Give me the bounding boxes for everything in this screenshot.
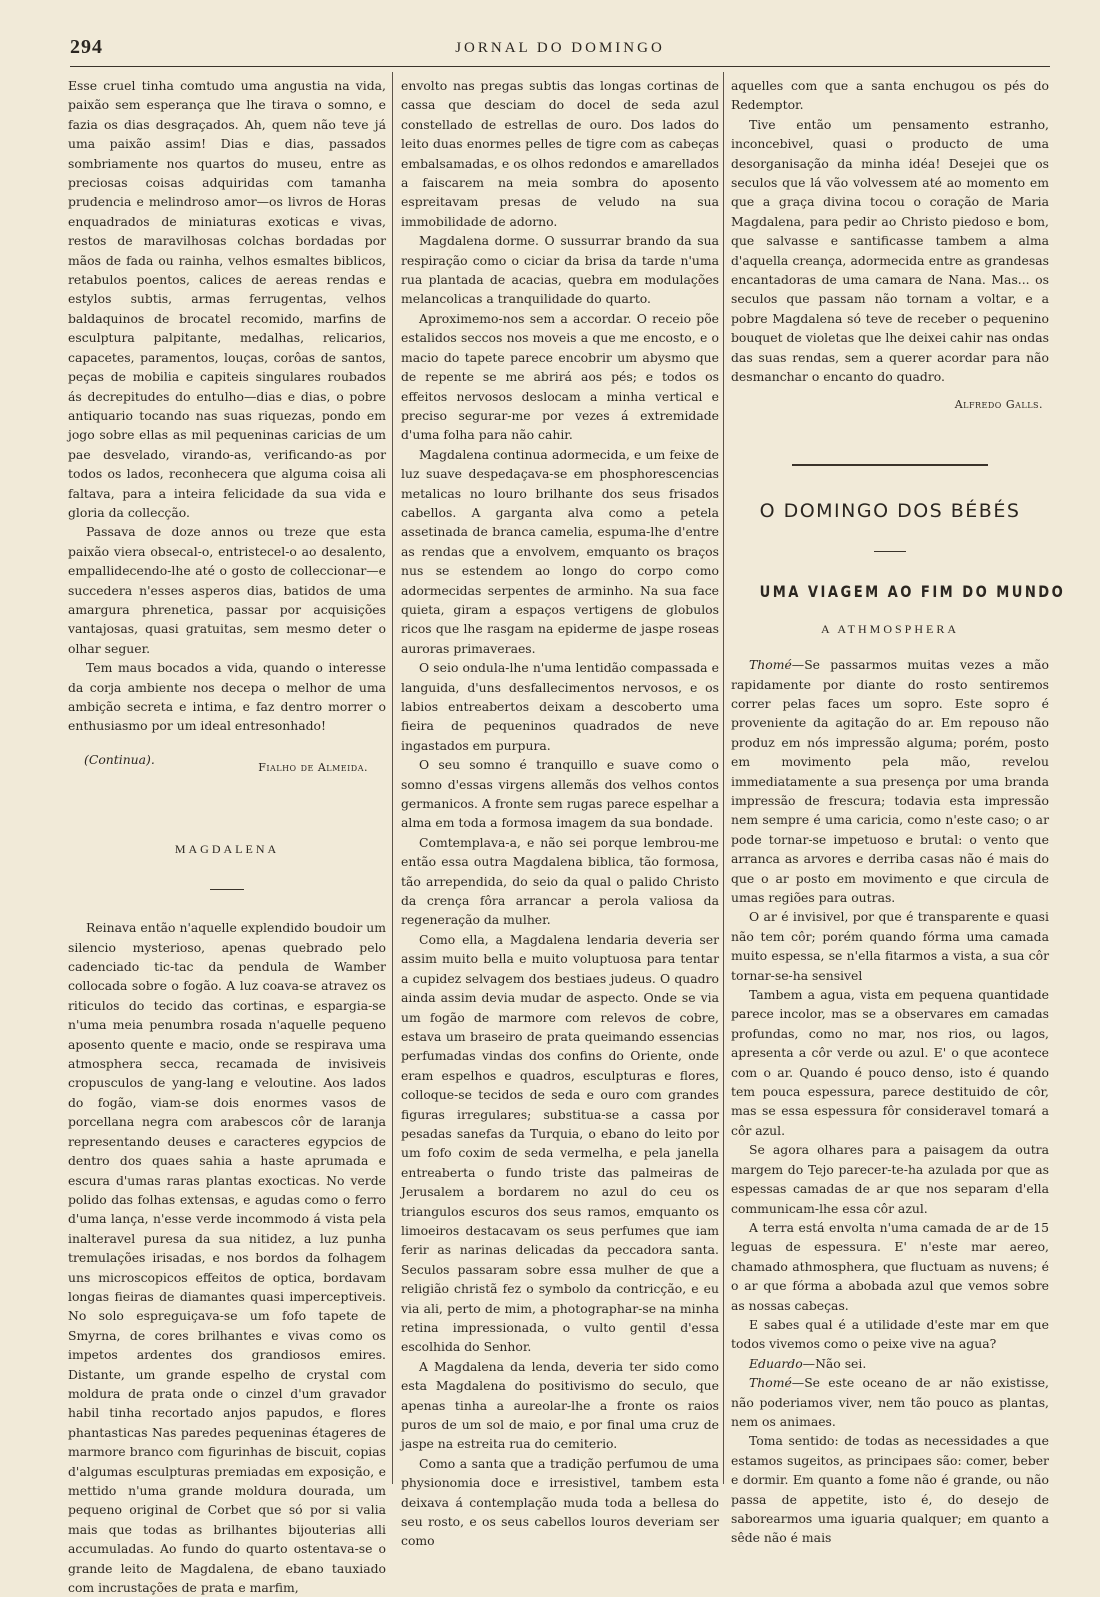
story-subtitle: A ATHMOSPHERA <box>820 621 960 636</box>
dialogue-line <box>731 1373 1049 1431</box>
dialogue-text: Se agora olhares para a paisagem da outra margem do Tejo parecer-te-ha azulada por que as espessas camadas de ar que nos separam d'ella communicam-lhe essa côr azul. <box>731 1142 1049 1216</box>
signature: Fialho de Almeida. <box>258 760 368 774</box>
page-header <box>70 36 1050 66</box>
divider-rule <box>792 464 988 466</box>
dialogue-line <box>731 1354 1049 1373</box>
paragraph: O seu somno é tranquillo e suave como o somno d'essas virgens allemãs dos velhos contos germanicos. A fronte sem rugas parece espelhar a alma em toda a formosa imagem da sua bondade. <box>401 757 719 831</box>
continuation-row <box>68 750 386 790</box>
paragraph: Reinava então n'aquelle explendido boudoir um silencio mysterioso, apenas quebrado pelo cadenciado tic-tac da pendula de Wamber collocada sobre o fogão. A luz coava-se atravez os riticulos do tecido das cortinas, e espargia-se n'uma meia penumbra rosada n'aquelle pequeno aposento quente e macio, onde se respirava uma atmosphera secca, recamada de invisiveis cropusculos de yang-lang e veloutine. Aos lados do fogão, viam-se dois enormes vasos de porcellana negra com arabescos côr de laranja representando deuses e caracteres egypcios de dentro dos quaes sahia a haste aprumada e escura d'umas raras plantas exocticas. No verde polido das folhas extensas, e agudas como o ferro d'uma lança, n'esse verde incommodo á vista pela inalteravel puresa da sua nitidez, a luz punha tremulações irisadas, e nos bordos da folhagem uns microscopicos effeitos de optica, bordavam longas fieiras de diamantes quasi imperceptiveis. No solo espreguiçava-se um fofo tapete de Smyrna, de cores brilhantes e vivas como os impetos ardentes dos grandiosos emires. Distante, um grande espelho de crystal com moldura de prata onde o cinzel d'um gravador habil tinha recortado anjos papudos, e flores phantasticas Nas paredes pequeninas étageres de marmore branco com figurinhas de biscuit, copias d'algumas esculpturas premiadas em exposição, e mettido n'uma grande moldura dourada, um pequeno original de Corbet que só por si valia mais que todas as brilhantes bijouterias alli accumuladas. Ao fundo do quarto ostentava-se o grande leito de Magdalena, de ebano tauxiado com incrustações de prata e marfim, <box>68 920 386 1596</box>
paragraph: Aproximemo-nos sem a accordar. O receio põe estalidos seccos nos moveis a que me encosto, e o macio do tapete parece encobrir um abysmo que de repente se me abrirá aos pés; e todos os effeitos nervosos deslocam a minha vertical e preciso segurar-me por vezes á extremidade d'uma folha para não cahir. <box>401 310 719 443</box>
dialogue-line <box>731 1140 1049 1218</box>
continua-note: (Continua). <box>84 751 155 767</box>
story-title: UMA VIAGEM AO FIM DO MUNDO <box>759 582 1066 602</box>
paragraph: Magdalena continua adormecida, e um feixe de luz suave despedaçava-se em phosphorescencias metalicas no louro brilhante dos seus frisados cabellos. A garganta alva como a petela assetinada de branca camelia, espuma-lhe d'entre as rendas que a envolvem, emquanto os braços nus se estendem ao longo do corpo como adormecidas serpentes de arminho. Na sua face quieta, giram a espaços vertigens de globulos ricos que lhe rasgam na epiderme de jaspe roseas auroras primaveraes. <box>401 446 719 656</box>
paragraph: aquelles com que a santa enchugou os pés do Redemptor. <box>731 78 1049 113</box>
dialogue-text: O ar é invisivel, por que é transparente e quasi não tem côr; porém quando fórma uma camada muito espessa, se n'ella fitarmos a vista, a sua côr tornar-se-ha sensivel <box>731 909 1049 983</box>
dialogue-text: Toma sentido: de todas as necessidades a que estamos sugeitos, as principaes são: comer, beber e dormir. Em quanto a fome não é grande, ou não passa de appetite, isto é, do desejo de saborearmos uma iguaria qualquer; em quanto a sêde não é mais <box>731 1433 1049 1546</box>
dialogue-text: A terra está envolta n'uma camada de ar de 15 leguas de espessura. E' n'este mar aereo, chamado athmosphera, que fluctuam as nuvens; é o ar que fórma a abobada azul que vemos sobre as nossas cabeças. <box>731 1219 1049 1313</box>
column-1 <box>68 76 386 1597</box>
header-rule <box>70 66 1050 67</box>
dialogue-text: —Se este oceano de ar não existisse, não poderiamos viver, nem tão pouco as plantas, nem os animaes. <box>731 1375 1049 1429</box>
paragraph: Como a santa que a tradição perfumou de uma physionomia doce e irresistivel, tambem esta deixava á contemplação muda toda a bellesa do seu rosto, e os seus cabellos louros deveriam ser como <box>401 1455 719 1549</box>
section-title: MAGDALENA <box>174 841 280 856</box>
dialogue-line <box>731 1218 1049 1315</box>
paragraph: O seio ondula-lhe n'uma lentidão compassada e languida, d'uns desfallecimentos nervosos, e os labios entreabertos deixam a descoberto uma fieira de pequeninos quadrados de neve ingastados em purpura. <box>401 660 719 753</box>
dialogue-line <box>731 907 1049 985</box>
dialogue-line <box>731 655 1049 907</box>
page-number: 294 <box>70 36 103 58</box>
paragraph: Como ella, a Magdalena lendaria deveria ser assim muito bella e muito voluptuosa para tentar a cupidez selvagem dos bestiaes judeus. O quadro ainda assim devia mudar de aspecto. Onde se via um fogão de marmore com relevos de cobre, estava um braseiro de prata queimando essencias perfumadas vindas dos confins do Oriente, onde eram espelhos e quadros, esculpturas e flores, colloque-se tecidos de seda e ouro com grandes figuras irregulares; substitua-se a cassa por pesadas sanefas da Turquia, o ebano do leito por um fofo coxim de seda vermelha, e pela janella entreaberta o fundo triste das palmeiras de Jerusalem a bordarem no azul do ceu os triangulos escuros dos seus ramos, emquanto os limoeiros destacavam os seus perfumes que iam ferir as narinas delicadas da peccadora santa. Seculos passaram sobre essa mulher de que a religião christã fez o symbolo da contricção, e eu via ali, perto de mim, a photographar-se na minha retina impressionada, o vulto gentil d'essa escolhida do Senhor. <box>401 931 719 1355</box>
paragraph: envolto nas pregas subtis das longas cortinas de cassa que desciam do docel de seda azul constellado de estrellas de ouro. Dos lados do leito duas enormes pelles de tigre com as cabeças embalsamadas, e os olhos redondos e amarellados a faiscarem na meia sombra do aposento espreitavam presas de veludo na sua immobilidade de adorno. <box>401 78 719 229</box>
paragraph: Comtemplava-a, e não sei porque lembrou-me então essa outra Magdalena biblica, tão formosa, tão arrependida, do seio da qual o palido Christo da crença fôra arrancar a perola valiosa da regeneração da mulher. <box>401 834 719 928</box>
speaker: Thomé <box>749 1375 792 1391</box>
paragraph: A Magdalena da lenda, deveria ter sido como esta Magdalena do positivismo do seculo, que apenas tinha a aureolar-lhe a fronte os raios puros de um sol de maio, e por final uma cruz de jaspe na estreita rua do cemiterio. <box>401 1358 719 1452</box>
speaker: Eduardo <box>749 1355 803 1371</box>
dialogue-line <box>731 985 1049 1140</box>
divider-rule <box>874 551 906 552</box>
divider-rule <box>210 889 244 890</box>
dialogue-text: —Se passarmos muitas vezes a mão rapidamente por diante do rosto sentiremos correr pelas faces um sopro. Este sopro é proveniente da agitação do ar. Em repouso não produz em nós impressão alguma; porém, posto em movimento pela mão, revelou immediatamente a sua presença por uma branda impressão de frescura; todavia esta impressão nem sempre é uma caricia, como n'este caso; o ar pode tornar-se impetuoso e brutal: o vento que arranca as arvores e derriba casas não é mais do que o ar posto em movimento e que circula de umas regiões para outras. <box>731 657 1049 905</box>
column-2 <box>401 76 719 1551</box>
speaker: Thomé <box>749 657 792 673</box>
column-divider <box>392 72 393 1484</box>
column-3 <box>731 76 1066 1548</box>
paragraph: Tive então um pensamento estranho, inconcebivel, quasi o producto de uma desorganisação da minha idéa! Desejei que os seculos que lá vão volvessem até ao momento em que a graça divina tocou o coração de Maria Magdalena, para pedir ao Christo piedoso e bom, que salvasse e santificasse tambem a alma d'aquella creança, adormecida entre as grandesas encantadoras de uma camara de Nana. Mas... os seculos que passam não tornam a voltar, e a pobre Magdalena só teve de receber o pequenino bouquet de violetas que lhe deixei cahir nas ondas das suas rendas, sem a querer acordar para não desmanchar o encanto do quadro. <box>731 116 1049 385</box>
dialogue-line <box>731 1315 1049 1354</box>
paragraph: Passava de doze annos ou treze que esta paixão viera obsecal-o, entristecel-o ao desalento, empallidecendo-lhe até o gosto de colleccionar—e succedera n'esses asperos dias, batidos de uma amargura phrenetica, passar por acquisições vantajosas, quasi gratuitas, sem mesmo deter o olhar seguer. <box>68 524 386 656</box>
dialogue-text: —Não sei. <box>802 1355 867 1371</box>
paragraph: Esse cruel tinha comtudo uma angustia na vida, paixão sem esperança que lhe tirava o somno, e fazia os dias desgraçados. Ah, quem não teve já uma paixão assim! Dias e dias, passados sombriamente nos quartos do museu, entre as preciosas coisas adquiridas com tamanha prudencia e melindroso amor—os livros de Horas enquadrados de miniaturas exoticas e vivas, restos de maravilhosas colchas bordadas por mãos de fada ou rainha, velhos esmaltes biblicos, retabulos poentos, calices de aereas rendas e estylos subtis, armas ferrugentas, velhos baldaquinos de brocatel recomido, marfins de esculptura palpitante, medalhas, relicarios, capacetes, paramentos, louças, corôas de santos, peças de mobilia e capiteis singulares roubados ás decrepitudes do entulho—dias e dias, o pobre antiquario tocando nas suas riquezas, pondo em jogo sobre ellas as mil pequeninas caricias de um pae desvelado, virando-as, verificando-as por todos os lados, reconhecera que alguma coisa ali faltava, para a inteira felicidade da sua vida e gloria da collecção. <box>68 78 386 520</box>
paragraph: Tem maus bocados a vida, quando o interesse da corja ambiente nos decepa o melhor de uma ambição secreta e intima, e faz dentro morrer o enthusiasmo por um ideal entresonhado! <box>68 660 386 734</box>
dialogue-line <box>731 1431 1049 1547</box>
dialogue-text: E sabes qual é a utilidade d'este mar em que todos vivemos como o peixe vive na agua? <box>731 1316 1049 1352</box>
dialogue-text: Tambem a agua, vista em pequena quantidade parece incolor, mas se a observares em camadas profundas, como no mar, nos rios, ou lagos, apresenta a côr verde ou azul. E' o que acontece com o ar. Quando é pouco denso, isto é quando tem pouca espessura, parece destituido de côr, mas se essa espessura fôr consideravel tomará a côr azul. <box>731 987 1049 1138</box>
paragraph: Magdalena dorme. O sussurrar brando da sua respiração como o ciciar da brisa da tarde n'uma rua plantada de acacias, quebra em modulações melancolicas a tranquilidade do quarto. <box>401 233 719 307</box>
signature: Alfredo Galls. <box>954 397 1043 411</box>
column-divider <box>723 72 724 1484</box>
journal-title: JORNAL DO DOMINGO <box>455 40 665 56</box>
section-title: O DOMINGO DOS BÉBÉS <box>759 499 1021 522</box>
